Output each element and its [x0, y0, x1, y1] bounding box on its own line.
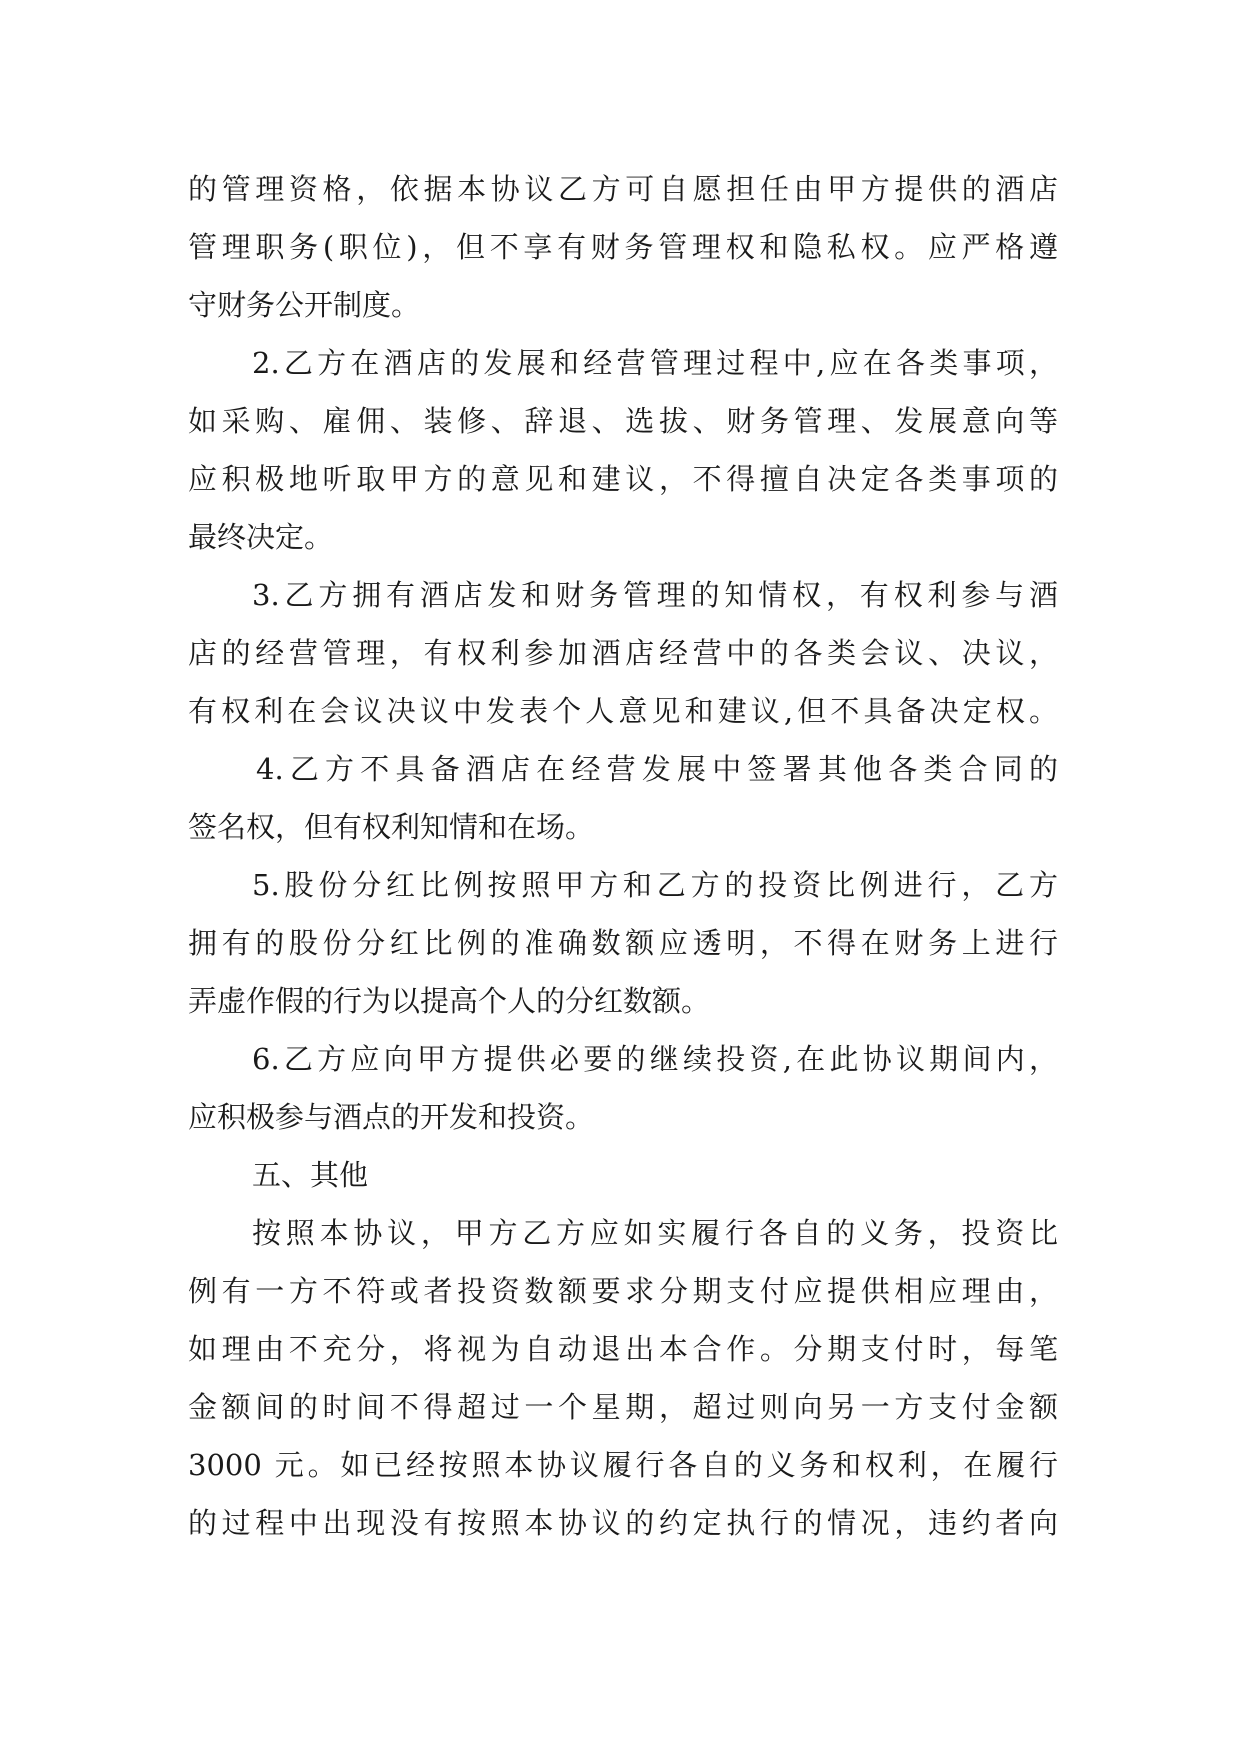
text-line: 应积极参与酒点的开发和投资。 [188, 1100, 595, 1134]
text-line: 有权利在会议决议中发表个人意见和建议,但不具备决定权。 [188, 694, 1058, 728]
text-line: 的管理资格，依据本协议乙方可自愿担任由甲方提供的酒店 [188, 172, 1058, 206]
clause-4-start: 4.乙方不具备酒店在经营发展中签署其他各类合同的 [256, 752, 1058, 786]
clause-2-start: 2.乙方在酒店的发展和经营管理过程中,应在各类事项， [252, 346, 1058, 380]
document-body [188, 160, 1058, 1552]
text-line: 如采购、雇佣、装修、辞退、选拔、财务管理、发展意向等 [188, 404, 1058, 438]
paragraph-start: 按照本协议，甲方乙方应如实履行各自的义务，投资比 [252, 1216, 1058, 1250]
text-line: 的过程中出现没有按照本协议的约定执行的情况，违约者向 [188, 1506, 1058, 1540]
clause-5-start: 5.股份分红比例按照甲方和乙方的投资比例进行，乙方 [252, 868, 1058, 902]
clause-6-start: 6.乙方应向甲方提供必要的继续投资,在此协议期间内， [252, 1042, 1058, 1076]
section-heading-other: 五、其他 [252, 1158, 369, 1192]
clause-3-start: 3.乙方拥有酒店发和财务管理的知情权，有权利参与酒 [252, 578, 1058, 612]
text-line: 最终决定。 [188, 520, 334, 554]
text-line: 管理职务(职位)，但不享有财务管理权和隐私权。应严格遵 [188, 230, 1058, 264]
text-line: 例有一方不符或者投资数额要求分期支付应提供相应理由， [188, 1274, 1058, 1308]
text-line: 3000 元。如已经按照本协议履行各自的义务和权利，在履行 [188, 1448, 1058, 1482]
text-line: 金额间的时间不得超过一个星期，超过则向另一方支付金额 [188, 1390, 1058, 1424]
text-line: 签名权，但有权利知情和在场。 [188, 810, 595, 844]
text-line: 店的经营管理，有权利参加酒店经营中的各类会议、决议， [188, 636, 1058, 670]
text-line: 弄虚作假的行为以提高个人的分红数额。 [188, 984, 711, 1018]
text-line: 拥有的股份分红比例的准确数额应透明，不得在财务上进行 [188, 926, 1058, 960]
text-line: 应积极地听取甲方的意见和建议，不得擅自决定各类事项的 [188, 462, 1058, 496]
text-line: 守财务公开制度。 [188, 288, 421, 322]
text-line: 如理由不充分，将视为自动退出本合作。分期支付时，每笔 [188, 1332, 1058, 1366]
